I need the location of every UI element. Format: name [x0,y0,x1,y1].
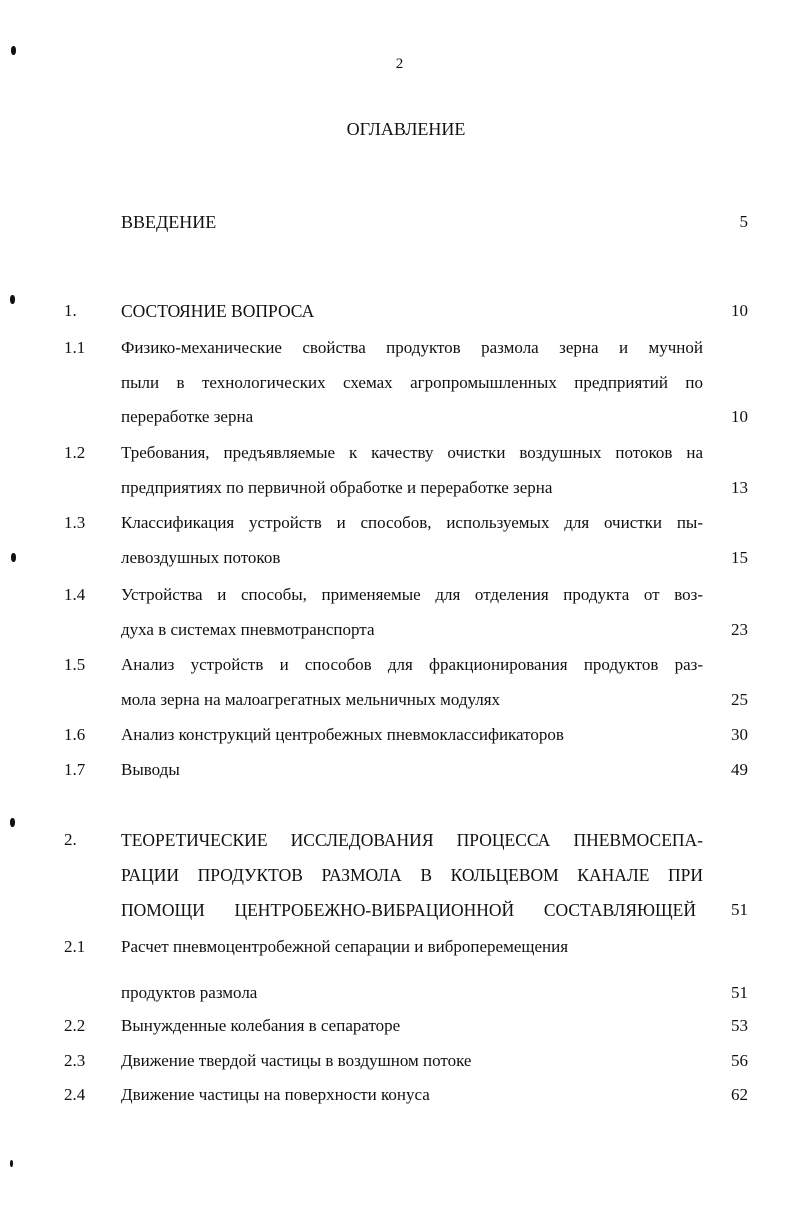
binding-mark [10,1160,13,1167]
toc-page-number: 51 [731,983,748,1002]
section-number: 1.7 [64,760,86,779]
page-title: ОГЛАВЛЕНИЕ [346,119,466,139]
section-title-line: духа в системах пневмотранспорта [121,620,375,639]
chapter-number: 2. [64,830,77,849]
section-title-line: Движение твердой частицы в воздушном потоке [121,1051,472,1070]
section-title-line: Расчет пневмоцентробежной сепарации и виброперемещения [121,937,569,956]
section-number: 2.2 [64,1016,86,1035]
chapter-title: СОСТОЯНИЕ ВОПРОСА [121,301,315,321]
toc-page-number: 49 [731,760,748,779]
chapter-title-line: ТЕОРЕТИЧЕСКИЕ ИССЛЕДОВАНИЯ ПРОЦЕССА ПНЕВМОСЕПА- [121,830,703,850]
section-title-line: переработке зерна [121,407,254,426]
section-title-line: Классификация устройств и способов, используемых для очистки пы- [121,513,703,532]
toc-page-number: 30 [731,725,748,744]
toc-page-number: 56 [731,1051,748,1070]
toc-page-number: 62 [731,1085,748,1104]
toc-entry-title: ВВЕДЕНИЕ [121,212,217,232]
section-number: 1.4 [64,585,86,604]
chapter-number: 1. [64,301,77,320]
section-title-line: левоздушных потоков [121,548,281,567]
page-number: 2 [395,56,404,72]
toc-page-number: 15 [731,548,748,567]
section-title-line: предприятиях по первичной обработке и переработке зерна [121,478,553,497]
section-title-line: Анализ конструкций центробежных пневмоклассификаторов [121,725,564,744]
toc-page-number: 10 [731,301,748,320]
binding-mark [10,295,15,304]
section-title-line: мола зерна на малоагрегатных мельничных модулях [121,690,501,709]
toc-page-number: 5 [739,212,748,231]
section-title-line: Выводы [121,760,180,779]
section-number: 1.6 [64,725,86,744]
binding-mark [11,46,16,55]
section-number: 1.1 [64,338,86,357]
section-number: 1.3 [64,513,86,532]
toc-page-number: 10 [731,407,748,426]
chapter-title-line: РАЦИИ ПРОДУКТОВ РАЗМОЛА В КОЛЬЦЕВОМ КАНАЛЕ ПРИ [121,865,703,885]
chapter-title-line: ПОМОЩИ ЦЕНТРОБЕЖНО-ВИБРАЦИОННОЙ СОСТАВЛЯЮЩЕЙ [121,900,696,920]
section-title-line: Движение частицы на поверхности конуса [121,1085,430,1104]
toc-page-number: 23 [731,620,748,639]
section-number: 1.5 [64,655,86,674]
toc-page-number: 13 [731,478,748,497]
section-title-line: Требования, предъявляемые к качеству очистки воздушных потоков на [121,443,703,462]
section-number: 2.1 [64,937,86,956]
toc-page-number: 51 [731,900,748,919]
section-title-line: Физико-механические свойства продуктов размола зерна и мучной [121,338,703,357]
section-number: 2.4 [64,1085,86,1104]
section-title-line: Вынужденные колебания в сепараторе [121,1016,401,1035]
section-title-line: Устройства и способы, применяемые для отделения продукта от воз- [121,585,703,604]
toc-page-number: 53 [731,1016,748,1035]
section-title-line: Анализ устройств и способов для фракционирования продуктов раз- [121,655,703,674]
section-number: 2.3 [64,1051,86,1070]
binding-mark [10,818,15,827]
section-title-line: пыли в технологических схемах агропромышленных предприятий по [121,373,703,392]
section-title-line: продуктов размола [121,983,258,1002]
section-number: 1.2 [64,443,86,462]
binding-mark [11,553,16,562]
toc-page-number: 25 [731,690,748,709]
